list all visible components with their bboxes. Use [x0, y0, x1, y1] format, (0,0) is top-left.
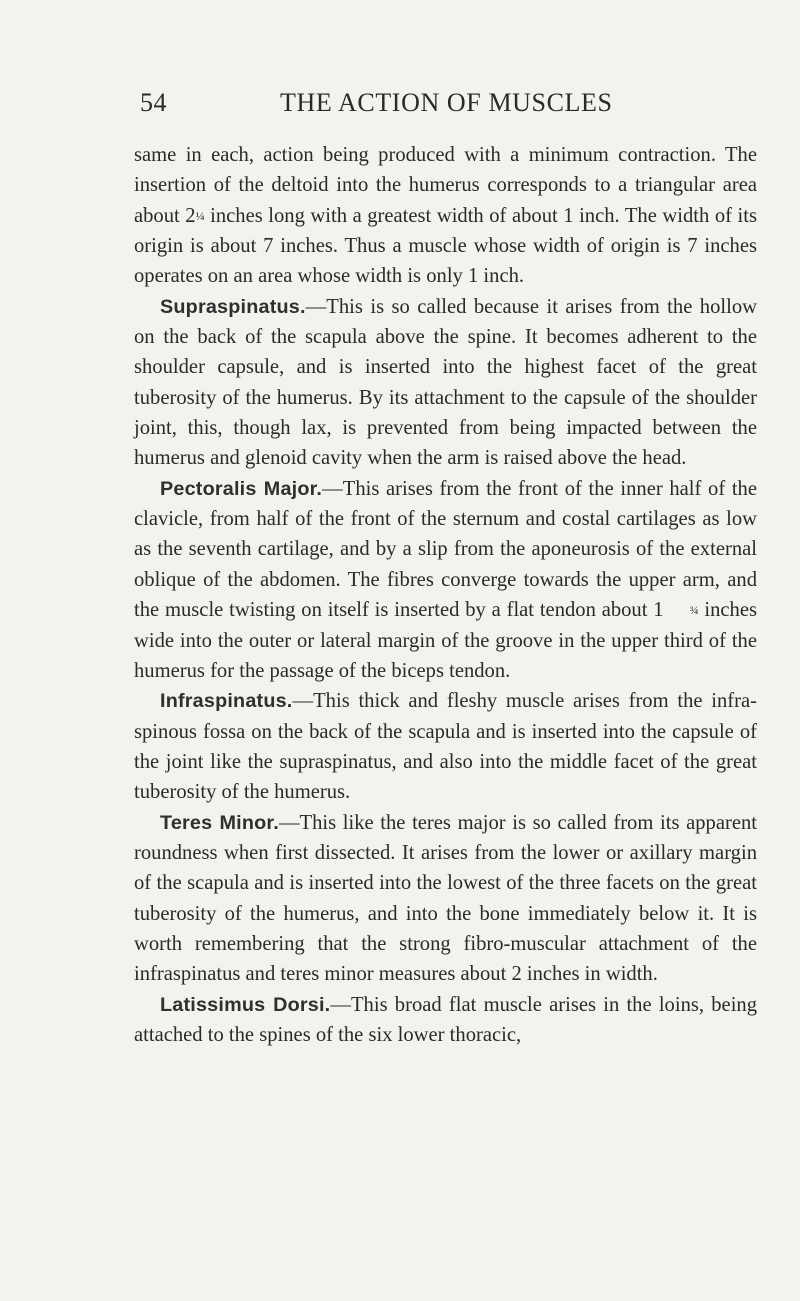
running-head [120, 88, 680, 124]
page-number: 54 [140, 88, 167, 117]
section-heading-infraspinatus: Infraspinatus. [160, 690, 293, 713]
running-title: THE ACTION OF MUSCLES [280, 88, 613, 117]
paragraph-text: —This broad flat muscle arises in the loins, being attached to the spines of the six lower thoracic, [134, 993, 758, 1046]
section-heading-supraspinatus: Supraspinatus. [160, 295, 306, 318]
paragraph-teres-minor [134, 808, 757, 990]
section-heading-pectoralis-major: Pectoralis Major. [160, 477, 323, 500]
fraction-three-quarters: ¾ [689, 603, 699, 618]
paragraph-text: same in each, action being produced with a minimum contraction. The insertion of the deltoid into the humerus corresponds to a triangular area about 2 [134, 144, 757, 227]
paragraph-text: inches wide into the outer or lateral margin of the groove in the upper third of the humerus for the passage of the biceps tendon. [134, 599, 757, 682]
paragraph-pectoralis-major [134, 474, 757, 686]
paragraph-latissimus-dorsi [134, 990, 757, 1051]
paragraph-deltoid-continuation [134, 140, 757, 292]
paragraph-infraspinatus [134, 686, 757, 807]
paragraph-text: —This arises from the front of the inner half of the clavicle, from half of the front of the sternum and costal cartilages as low as the seventh cartilage, and by a slip from the aponeurosis of the external oblique of the abdomen. The fibres converge towards the upper arm, and the muscle twisting on itself is inserted by a flat tendon about 1 [134, 477, 757, 622]
paragraph-text: —This like the teres major is so called from its apparent roundness when first dissected. It arises from the lower or axillary margin of the scapula and is inserted into the lowest of the three facets on the great tuberosity of the humerus, and into the bone immediately below it. It is worth remembering that the strong fibro-muscular attachment of the infraspinatus and teres minor measures about 2 inches in width. [134, 811, 757, 986]
section-heading-latissimus-dorsi: Latissimus Dorsi. [160, 993, 331, 1016]
paragraph-text: —This is so called because it arises from the hollow on the back of the scapula above the spine. It becomes adherent to the shoulder capsule, and is inserted into the highest facet of the great tuberosity of the humerus. By its attachment to the capsule of the shoulder joint, this, though lax, is prevented from being impacted between the humerus and glenoid cavity when the arm is raised above the head. [134, 295, 757, 470]
fraction-one-quarter: ¼ [195, 208, 205, 223]
paragraph-text: inches long with a greatest width of about 1 inch. The width of its origin is about 7 inches. Thus a muscle whose width of origin is 7 inches operates on an area whose width is only 1 inch. [134, 204, 757, 288]
body-text [134, 140, 757, 1050]
section-heading-teres-minor: Teres Minor. [160, 811, 279, 834]
paragraph-supraspinatus [134, 292, 757, 474]
paragraph-text: —This thick and fleshy muscle arises from the infra-spinous fossa on the back of the scapula and is inserted into the capsule of the joint like the supraspinatus, and also into the middle facet of the great tuberosity of the humerus. [134, 690, 757, 804]
